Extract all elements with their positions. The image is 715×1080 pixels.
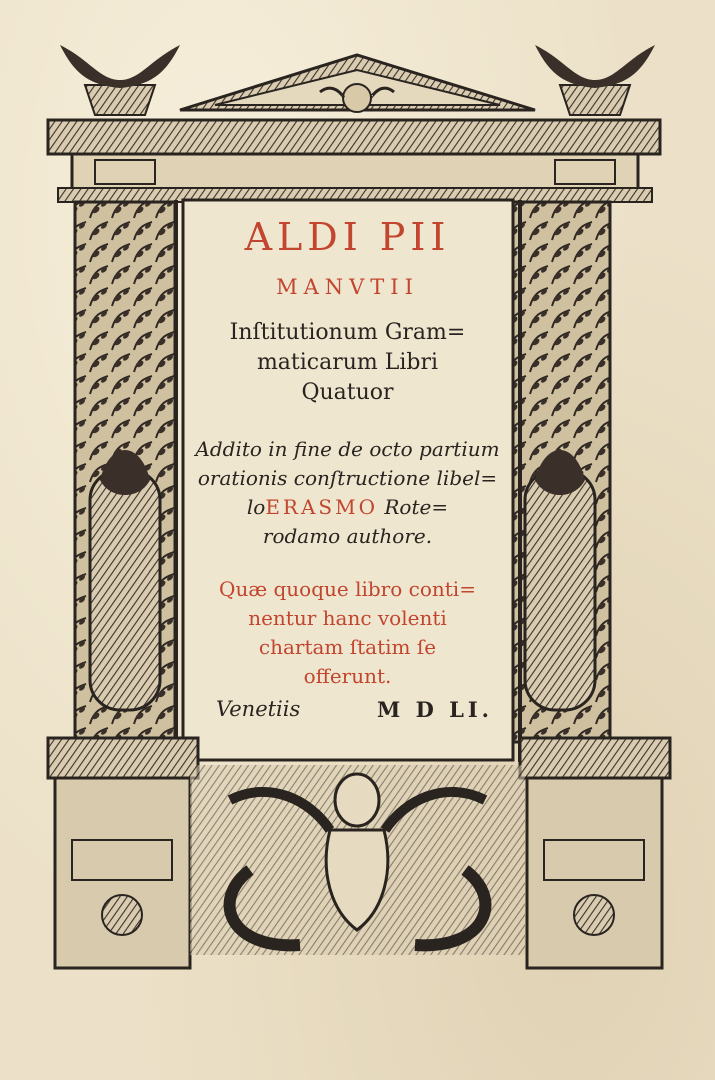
mermaid-figure [190,765,525,955]
cornice [48,120,660,154]
author-heading: ALDI PII [244,215,451,259]
work-title-line: Quatuor [301,380,394,405]
addition-line [190,493,505,522]
addition-note [190,435,505,551]
addition-line: rodamo authore. [262,524,433,548]
contents-note [190,575,505,691]
work-title-line: Inſtitutionum Gram= [229,320,466,345]
addition-suffix: Rote= [378,495,449,519]
addition-prefix: lo [246,495,266,519]
erasmus-name: ERASMO [265,495,379,519]
imprint-year: M D LI. [377,697,493,722]
pedestal-right [520,738,670,968]
title-text-block [190,205,505,753]
contents-line: chartam ſtatim ſe [258,635,437,659]
urn-left [60,45,180,115]
addition-line: Addito in fine de octo partium [195,437,500,461]
frieze [72,154,638,190]
addition-line: orationis conſtructione libel= [197,466,498,490]
column-left [75,202,175,742]
author-surname: MANVTII [276,275,419,299]
work-title-line: maticarum Libri [256,350,439,375]
contents-line: Quæ quoque libro conti= [219,577,476,601]
contents-line: offerunt. [303,664,392,688]
urn-right [535,45,655,115]
work-title [190,318,505,408]
column-right [510,202,610,742]
imprint-place: Venetiis [216,697,301,721]
contents-line: nentur hanc volenti [248,606,447,630]
pediment [180,55,535,112]
pedestal-left [48,738,198,968]
